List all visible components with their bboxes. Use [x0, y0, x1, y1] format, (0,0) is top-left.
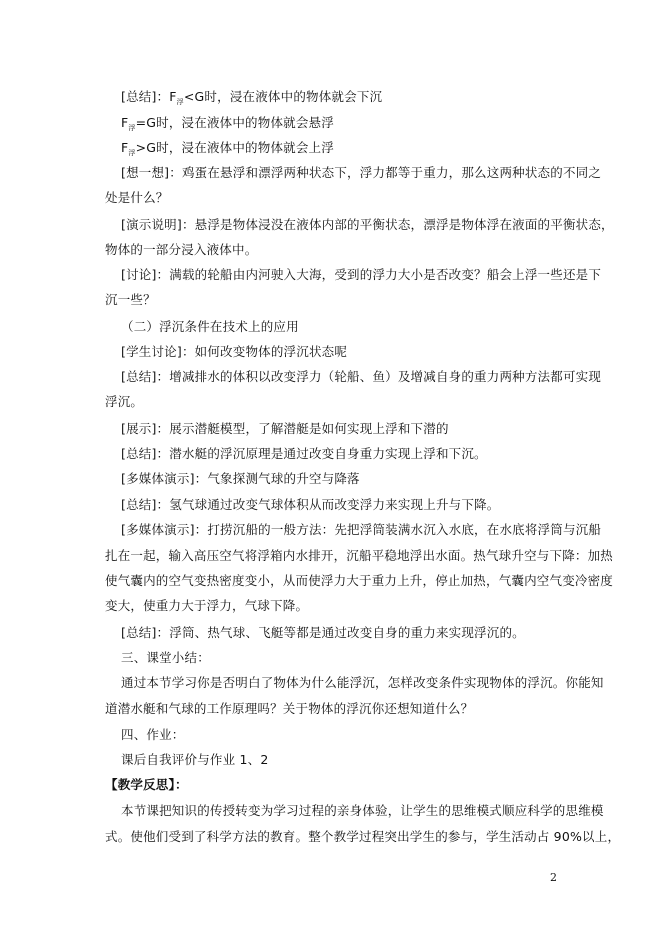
summary-balloon-line: [总结]：氢气球通过改变气球体积从而改变浮力来实现上升与下降。 — [121, 497, 500, 512]
summary-methods-line-2: 浮沉。 — [105, 394, 144, 409]
homework-line: 课后自我评价与作业 1、2 — [121, 752, 269, 767]
section-heading-homework: 四、作业： — [121, 727, 185, 742]
demo-explain-line-2: 物体的一部分浸入液体中。 — [105, 242, 258, 257]
reflection-line-2: 式。使他们受到了科学方法的教育。整个教学过程突出学生的参与，学生活动占 90%以上， — [105, 829, 621, 844]
summary-sink-line: [总结]：$F_浮<G$时，浸在液体中的物体就会下沉 — [121, 89, 383, 106]
summary-methods-line-1: [总结]：增减排水的体积以改变浮力（轮船、鱼）及增减自身的重力两种方法都可实现 — [121, 369, 602, 384]
media-salvage-line-1: [多媒体演示]：打捞沉船的一般方法：先把浮筒装满水沉入水底，在水底将浮筒与沉船 — [121, 522, 602, 537]
reflection-line-1: 本节课把知识的传授转变为学习过程的亲身体验，让学生的思维模式顺应科学的思维模 — [121, 803, 604, 818]
summary-float-line: $F_浮>G$时，浸在液体中的物体就会上浮 — [121, 140, 334, 157]
reflection-heading: 【教学反思】： — [105, 777, 188, 792]
media-salvage-line-4: 变大，使重力大于浮力，气球下降。 — [105, 598, 309, 613]
class-summary-line-1: 通过本节学习你是否明白了物体为什么能浮沉，怎样改变条件实现物体的浮沉。你能知 — [121, 675, 604, 690]
page-number: 2 — [550, 871, 557, 884]
show-submarine-line: [展示]：展示潜艇模型，了解潜艇是如何实现上浮和下潜的 — [121, 421, 449, 436]
student-discussion-line: [学生讨论]：如何改变物体的浮沉状态呢 — [121, 344, 348, 359]
media-salvage-line-2: 扎在一起，输入高压空气将浮箱内水排开，沉船平稳地浮出水面。热气球升空与下降：加热 — [105, 548, 614, 563]
section-heading-class-summary: 三、课堂小结： — [121, 650, 210, 665]
section-heading-application: （二）浮沉条件在技术上的应用 — [121, 319, 299, 334]
media-balloon-line: [多媒体演示]：气象探测气球的升空与降落 — [121, 471, 360, 486]
summary-submarine-line: [总结]：潜水艇的浮沉原理是通过改变自身重力实现上浮和下沉。 — [121, 446, 487, 461]
summary-buoy-line: [总结]：浮筒、热气球、飞艇等都是通过改变自身的重力来实现浮沉的。 — [121, 625, 525, 640]
think-question-line-2: 处是什么？ — [105, 190, 169, 205]
demo-explain-line-1: [演示说明]：悬浮是物体浸没在液体内部的平衡状态，漂浮是物体浮在液面的平衡状态， — [121, 217, 614, 232]
discussion-line-1: [讨论]：满载的轮船由内河驶入大海，受到的浮力大小是否改变？船会上浮一些还是下 — [121, 267, 602, 282]
discussion-line-2: 沉一些？ — [105, 292, 156, 307]
summary-suspend-line: $F_浮=G$时，浸在液体中的物体就会悬浮 — [121, 115, 334, 132]
class-summary-line-2: 道潜水艇和气球的工作原理吗？关于物体的浮沉你还想知道什么？ — [105, 701, 474, 716]
media-salvage-line-3: 使气囊内的空气变热密度变小，从而使浮力大于重力上升，停止加热，气囊内空气变冷密度 — [105, 573, 614, 588]
think-question-line-1: [想一想]：鸡蛋在悬浮和漂浮两种状态下，浮力都等于重力，那么这两种状态的不同之 — [121, 165, 602, 180]
